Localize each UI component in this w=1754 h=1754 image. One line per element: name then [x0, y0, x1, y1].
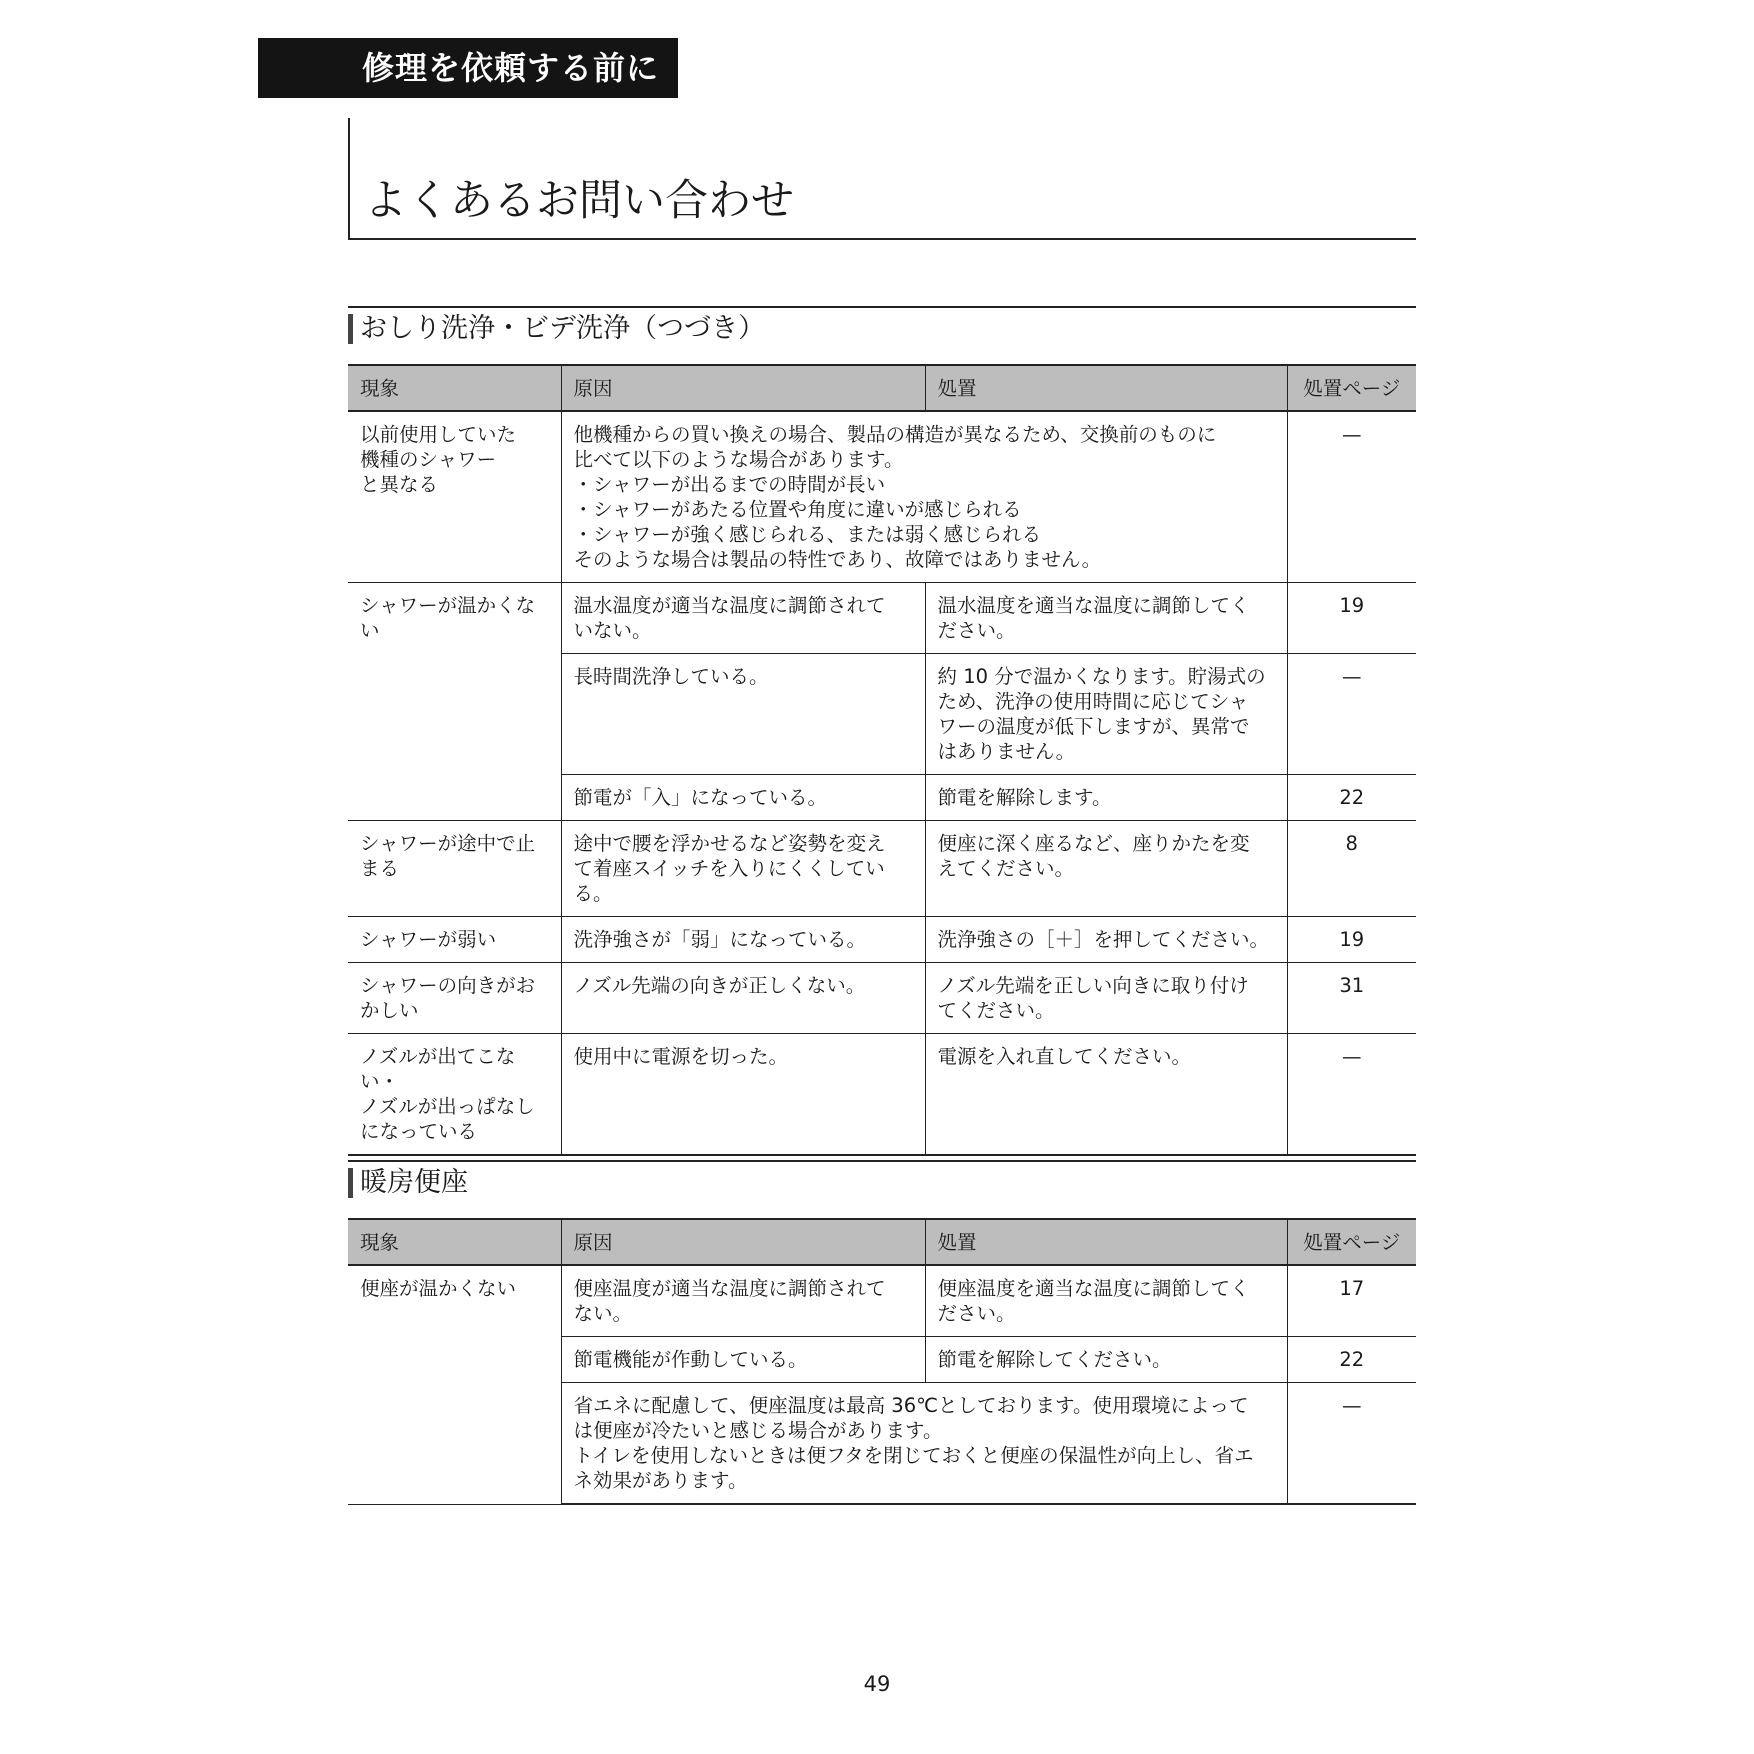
column-header-action: 処置 [925, 365, 1287, 411]
column-header-cause: 原因 [561, 1219, 925, 1265]
cause-cell: ノズル先端の向きが正しくない。 [561, 963, 925, 1034]
cause-cell: 温水温度が適当な温度に調節されて いない。 [561, 583, 925, 654]
page-ref-cell: — [1287, 411, 1416, 583]
table-header-row [348, 1219, 1416, 1265]
column-header-cause: 原因 [561, 365, 925, 411]
action-cell: 節電を解除してください。 [925, 1337, 1287, 1383]
page-ref-cell: — [1287, 654, 1416, 775]
table-row [348, 821, 1416, 917]
action-cell: 洗浄強さの［＋］を押してください。 [925, 917, 1287, 963]
cause-cell: 長時間洗浄している。 [561, 654, 925, 775]
symptom-cell: 便座が温かくない [348, 1265, 561, 1504]
page-ref-cell: 8 [1287, 821, 1416, 917]
action-cell: ノズル先端を正しい向きに取り付け てください。 [925, 963, 1287, 1034]
table-row [348, 411, 1416, 583]
symptom-cell: ノズルが出てこない・ ノズルが出っぱなし になっている [348, 1034, 561, 1156]
page-ref-cell: 22 [1287, 1337, 1416, 1383]
symptom-cell: シャワーの向きがお かしい [348, 963, 561, 1034]
faq-table-washing [348, 364, 1416, 1156]
table-row [348, 1265, 1416, 1337]
action-cell: 節電を解除します。 [925, 775, 1287, 821]
table-row [348, 1034, 1416, 1156]
action-cell: 温水温度を適当な温度に調節してく ださい。 [925, 583, 1287, 654]
column-header-page: 処置ページ [1287, 365, 1416, 411]
cause-cell: 便座温度が適当な温度に調節されて ない。 [561, 1265, 925, 1337]
page-title-block [348, 118, 1416, 240]
faq-table-heated-seat [348, 1218, 1416, 1505]
action-cell: 約 10 分で温かくなります。貯湯式の ため、洗浄の使用時間に応じてシャ ワーの温度が低下しますが、異常で はありません。 [925, 654, 1287, 775]
page-ref-cell: 17 [1287, 1265, 1416, 1337]
cause-cell: 節電が「入」になっている。 [561, 775, 925, 821]
page-ref-cell: — [1287, 1383, 1416, 1505]
section-title: 暖房便座 [360, 1167, 468, 1198]
page-title: よくあるお問い合わせ [364, 176, 794, 226]
cause-cell: 途中で腰を浮かせるなど姿勢を変え て着座スイッチを入りにくくしている。 [561, 821, 925, 917]
symptom-cell: 以前使用していた 機種のシャワー と異なる [348, 411, 561, 583]
symptom-cell: シャワーが温かくな い [348, 583, 561, 821]
symptom-cell: シャワーが弱い [348, 917, 561, 963]
symptom-cell: シャワーが途中で止 まる [348, 821, 561, 917]
page-ref-cell: 19 [1287, 917, 1416, 963]
action-cell: 電源を入れ直してください。 [925, 1034, 1287, 1156]
page-ref-cell: 19 [1287, 583, 1416, 654]
cause-cell: 他機種からの買い換えの場合、製品の構造が異なるため、交換前のものに 比べて以下のような場合があります。 ・シャワーが出るまでの時間が長い ・シャワーがあたる位置や角度に違いが感じられる ・シャワーが強く感じられる、または弱く感じられる そのような場合は製品の特性であり、故障ではありません。 [561, 411, 1287, 583]
table-row [348, 583, 1416, 654]
section-title: おしり洗浄・ビデ洗浄（つづき） [360, 313, 765, 344]
section-marker [348, 1168, 353, 1198]
cause-cell: 洗浄強さが「弱」になっている。 [561, 917, 925, 963]
page-number: 49 [863, 1672, 891, 1696]
table-row [348, 963, 1416, 1034]
cause-cell: 使用中に電源を切った。 [561, 1034, 925, 1156]
section-heading-washing [348, 306, 1416, 346]
column-header-symptom: 現象 [348, 1219, 561, 1265]
chapter-banner: 修理を依頼する前に [258, 38, 678, 98]
action-cell: 便座温度を適当な温度に調節してく ださい。 [925, 1265, 1287, 1337]
cause-cell: 省エネに配慮して、便座温度は最高 36℃としております。使用環境によって は便座が冷たいと感じる場合があります。 トイレを使用しないときは便フタを閉じておくと便座の保温性が向上し、省エ ネ効果があります。 [561, 1383, 1287, 1505]
column-header-symptom: 現象 [348, 365, 561, 411]
column-header-action: 処置 [925, 1219, 1287, 1265]
cause-cell: 節電機能が作動している。 [561, 1337, 925, 1383]
page-ref-cell: 31 [1287, 963, 1416, 1034]
column-header-page: 処置ページ [1287, 1219, 1416, 1265]
page-ref-cell: — [1287, 1034, 1416, 1156]
section-marker [348, 314, 353, 344]
action-cell: 便座に深く座るなど、座りかたを変 えてください。 [925, 821, 1287, 917]
table-row [348, 917, 1416, 963]
table-header-row [348, 365, 1416, 411]
page-ref-cell: 22 [1287, 775, 1416, 821]
section-heading-heated-seat [348, 1160, 1416, 1200]
